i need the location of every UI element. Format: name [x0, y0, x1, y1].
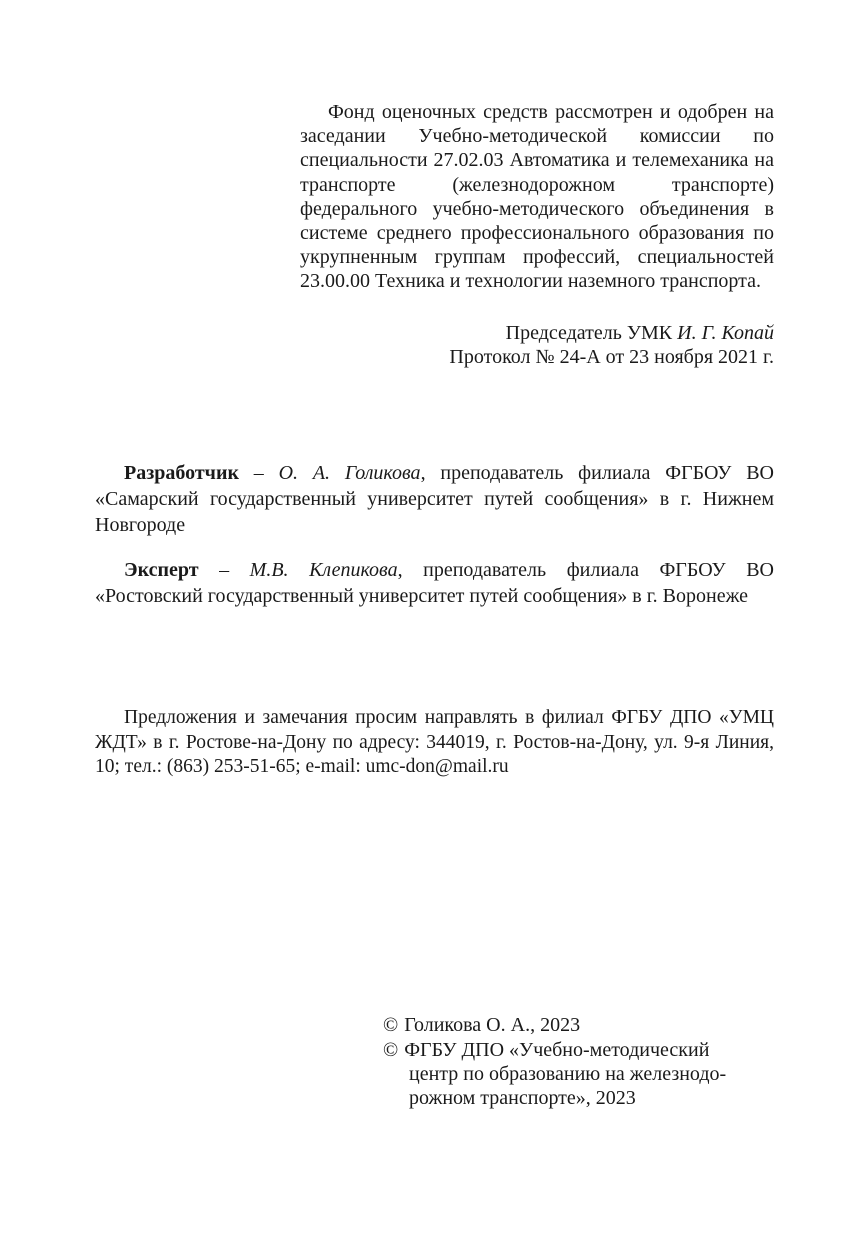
approval-paragraph: Фонд оценочных средств рассмотрен и одобрен на заседании Учебно-методической комиссии по специальности 27.02.03 Автоматика и телемеханика на транспорте (железнодорожном транспорте) федерального учебно-методического объединения в системе среднего профессионального образования по укрупненным группам профессий, специальностей 23.00.00 Техника и технологии наземного транспорта. — [300, 101, 774, 293]
expert-role: Эксперт — [124, 559, 199, 581]
expert-description: , преподаватель филиала ФГБОУ ВО «Ростовский государственный университет путей сообщения» в г. Воронеже — [95, 559, 775, 607]
expert-dash: – — [198, 559, 250, 581]
protocol-line: Протокол № 24-А от 23 ноября 2021 г. — [449, 346, 774, 368]
copyright-mark: © — [383, 1014, 399, 1036]
copyright-publisher — [383, 1038, 783, 1110]
developer-dash: – — [239, 462, 279, 484]
developer-role: Разработчик — [124, 462, 239, 484]
copyright-publisher-first-line: ФГБУ ДПО «Учебно-методический — [404, 1039, 710, 1061]
chair-name: И. Г. Копай — [677, 322, 774, 344]
developer-paragraph — [95, 460, 774, 538]
expert-paragraph — [95, 557, 774, 609]
chair-prefix: Председатель УМК — [505, 322, 678, 344]
copyright-publisher-rest: центр по образованию на железнодорожном транспорте», 2023 — [409, 1063, 727, 1109]
developer-description: , преподаватель филиала ФГБОУ ВО «Самарский государственный университет путей сообщения» в г. Нижнем Новгороде — [95, 462, 774, 536]
copyright-author-text: Голикова О. А., 2023 — [404, 1014, 581, 1036]
copyright-author — [383, 1013, 783, 1037]
copyright-mark: © — [383, 1039, 399, 1061]
expert-name: М.В. Клепикова — [249, 559, 398, 581]
committee-chair-signature — [506, 321, 774, 345]
developer-name: О. А. Голикова — [278, 462, 421, 484]
contacts-paragraph: Предложения и замечания просим направлять в филиал ФГБУ ДПО «УМЦ ЖДТ» в г. Ростове-на-Дону по адресу: 344019, г. Ростов-на-Дону, ул. 9-я Линия, 10; тел.: (863) 253-51-65; e-mail: umc-don@mail.ru — [95, 707, 774, 777]
